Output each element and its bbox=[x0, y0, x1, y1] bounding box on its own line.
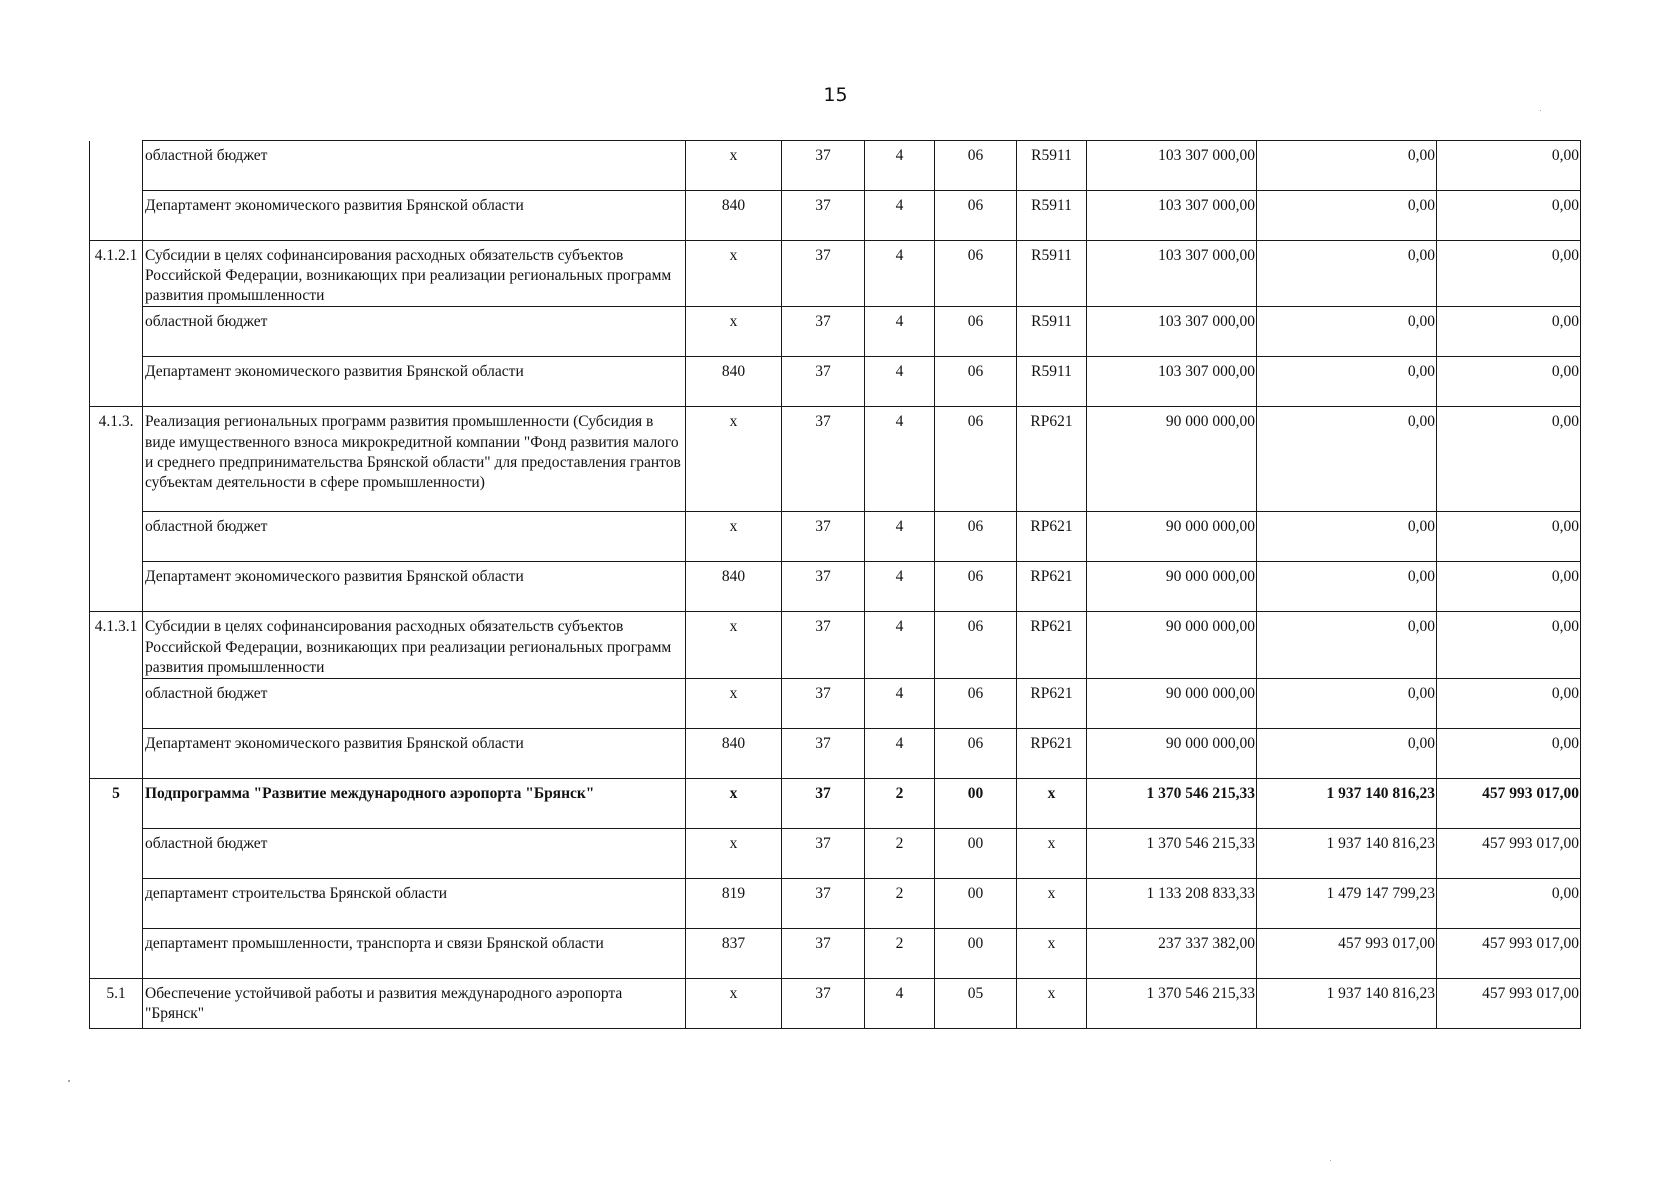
row-expense-direction: х bbox=[1017, 978, 1087, 1028]
row-number bbox=[90, 928, 143, 978]
row-subprogram-code: 4 bbox=[865, 978, 935, 1028]
row-amount-year-1: 103 307 000,00 bbox=[1087, 141, 1257, 191]
row-amount-year-2: 0,00 bbox=[1257, 512, 1437, 562]
row-amount-year-3: 0,00 bbox=[1437, 357, 1581, 407]
row-name: Департамент экономического развития Брянской области bbox=[143, 191, 686, 241]
row-subprogram-code: 4 bbox=[865, 191, 935, 241]
row-grbs: 840 bbox=[686, 357, 782, 407]
row-amount-year-2: 1 479 147 799,23 bbox=[1257, 878, 1437, 928]
row-program-code: 37 bbox=[782, 928, 865, 978]
row-amount-year-3: 457 993 017,00 bbox=[1437, 778, 1581, 828]
table-row bbox=[90, 241, 1581, 307]
table-row bbox=[90, 307, 1581, 357]
row-number: 5 bbox=[90, 778, 143, 828]
table-row bbox=[90, 407, 1581, 512]
row-main-event-code: 06 bbox=[935, 307, 1017, 357]
row-number bbox=[90, 512, 143, 562]
row-subprogram-code: 2 bbox=[865, 928, 935, 978]
row-grbs: х bbox=[686, 612, 782, 678]
row-expense-direction: RP621 bbox=[1017, 728, 1087, 778]
row-amount-year-3: 0,00 bbox=[1437, 191, 1581, 241]
table-row bbox=[90, 141, 1581, 191]
table-row bbox=[90, 612, 1581, 678]
row-subprogram-code: 4 bbox=[865, 612, 935, 678]
row-amount-year-1: 103 307 000,00 bbox=[1087, 357, 1257, 407]
row-name: департамент промышленности, транспорта и связи Брянской области bbox=[143, 928, 686, 978]
scan-speck bbox=[1330, 1160, 1331, 1161]
row-grbs: х bbox=[686, 307, 782, 357]
row-amount-year-3: 0,00 bbox=[1437, 512, 1581, 562]
row-name: областной бюджет bbox=[143, 828, 686, 878]
table-row bbox=[90, 512, 1581, 562]
row-expense-direction: R5911 bbox=[1017, 141, 1087, 191]
row-main-event-code: 00 bbox=[935, 878, 1017, 928]
row-number: 4.1.3. bbox=[90, 407, 143, 512]
row-main-event-code: 00 bbox=[935, 778, 1017, 828]
row-amount-year-3: 457 993 017,00 bbox=[1437, 928, 1581, 978]
row-amount-year-1: 1 370 546 215,33 bbox=[1087, 778, 1257, 828]
row-expense-direction: RP621 bbox=[1017, 612, 1087, 678]
table-row bbox=[90, 878, 1581, 928]
row-amount-year-2: 457 993 017,00 bbox=[1257, 928, 1437, 978]
row-name: Подпрограмма "Развитие международного аэропорта "Брянск" bbox=[143, 778, 686, 828]
row-amount-year-1: 90 000 000,00 bbox=[1087, 512, 1257, 562]
row-amount-year-1: 90 000 000,00 bbox=[1087, 407, 1257, 512]
row-amount-year-1: 103 307 000,00 bbox=[1087, 191, 1257, 241]
row-grbs: х bbox=[686, 407, 782, 512]
row-program-code: 37 bbox=[782, 562, 865, 612]
row-grbs: х bbox=[686, 241, 782, 307]
row-amount-year-1: 90 000 000,00 bbox=[1087, 612, 1257, 678]
row-amount-year-2: 1 937 140 816,23 bbox=[1257, 828, 1437, 878]
row-grbs: х bbox=[686, 978, 782, 1028]
row-amount-year-1: 1 370 546 215,33 bbox=[1087, 828, 1257, 878]
row-program-code: 37 bbox=[782, 407, 865, 512]
row-program-code: 37 bbox=[782, 678, 865, 728]
row-subprogram-code: 4 bbox=[865, 241, 935, 307]
row-amount-year-2: 0,00 bbox=[1257, 241, 1437, 307]
row-main-event-code: 06 bbox=[935, 612, 1017, 678]
row-program-code: 37 bbox=[782, 728, 865, 778]
row-name: Департамент экономического развития Брянской области bbox=[143, 562, 686, 612]
row-name: департамент строительства Брянской области bbox=[143, 878, 686, 928]
row-number bbox=[90, 307, 143, 357]
budget-table-body bbox=[90, 141, 1581, 1029]
row-number bbox=[90, 141, 143, 191]
row-amount-year-3: 0,00 bbox=[1437, 612, 1581, 678]
row-name: областной бюджет bbox=[143, 307, 686, 357]
row-main-event-code: 06 bbox=[935, 241, 1017, 307]
row-amount-year-1: 1 370 546 215,33 bbox=[1087, 978, 1257, 1028]
row-name: областной бюджет bbox=[143, 678, 686, 728]
row-grbs: 840 bbox=[686, 728, 782, 778]
page-number: 15 bbox=[823, 84, 848, 106]
row-amount-year-3: 0,00 bbox=[1437, 562, 1581, 612]
row-amount-year-1: 237 337 382,00 bbox=[1087, 928, 1257, 978]
table-row bbox=[90, 678, 1581, 728]
row-amount-year-2: 1 937 140 816,23 bbox=[1257, 778, 1437, 828]
row-number: 5.1 bbox=[90, 978, 143, 1028]
row-amount-year-2: 0,00 bbox=[1257, 407, 1437, 512]
row-subprogram-code: 2 bbox=[865, 828, 935, 878]
row-grbs: х bbox=[686, 828, 782, 878]
row-subprogram-code: 2 bbox=[865, 778, 935, 828]
row-subprogram-code: 4 bbox=[865, 728, 935, 778]
row-main-event-code: 06 bbox=[935, 512, 1017, 562]
row-amount-year-2: 0,00 bbox=[1257, 141, 1437, 191]
row-amount-year-3: 0,00 bbox=[1437, 407, 1581, 512]
row-amount-year-1: 103 307 000,00 bbox=[1087, 241, 1257, 307]
table-row bbox=[90, 978, 1581, 1028]
row-amount-year-3: 457 993 017,00 bbox=[1437, 828, 1581, 878]
row-amount-year-2: 0,00 bbox=[1257, 728, 1437, 778]
row-amount-year-2: 0,00 bbox=[1257, 357, 1437, 407]
row-grbs: х bbox=[686, 678, 782, 728]
row-program-code: 37 bbox=[782, 191, 865, 241]
row-number: 4.1.2.1 bbox=[90, 241, 143, 307]
table-row bbox=[90, 191, 1581, 241]
row-number bbox=[90, 357, 143, 407]
row-expense-direction: х bbox=[1017, 828, 1087, 878]
row-expense-direction: RP621 bbox=[1017, 562, 1087, 612]
row-amount-year-3: 0,00 bbox=[1437, 141, 1581, 191]
row-amount-year-1: 90 000 000,00 bbox=[1087, 728, 1257, 778]
row-name: областной бюджет bbox=[143, 141, 686, 191]
row-amount-year-3: 0,00 bbox=[1437, 728, 1581, 778]
row-expense-direction: R5911 bbox=[1017, 307, 1087, 357]
row-program-code: 37 bbox=[782, 241, 865, 307]
row-grbs: х bbox=[686, 778, 782, 828]
row-number bbox=[90, 828, 143, 878]
row-name: Департамент экономического развития Брянской области bbox=[143, 357, 686, 407]
row-grbs: х bbox=[686, 141, 782, 191]
row-name: Субсидии в целях софинансирования расходных обязательств субъектов Российской Федерации, возникающих при реализации региональных программ развития промышленности bbox=[143, 241, 686, 307]
row-program-code: 37 bbox=[782, 357, 865, 407]
row-amount-year-3: 0,00 bbox=[1437, 878, 1581, 928]
row-name: Обеспечение устойчивой работы и развития международного аэропорта "Брянск" bbox=[143, 978, 686, 1028]
row-main-event-code: 06 bbox=[935, 678, 1017, 728]
row-expense-direction: R5911 bbox=[1017, 241, 1087, 307]
table-row bbox=[90, 562, 1581, 612]
table-row bbox=[90, 828, 1581, 878]
row-main-event-code: 05 bbox=[935, 978, 1017, 1028]
row-amount-year-2: 1 937 140 816,23 bbox=[1257, 978, 1437, 1028]
row-amount-year-1: 90 000 000,00 bbox=[1087, 562, 1257, 612]
row-main-event-code: 00 bbox=[935, 928, 1017, 978]
row-number bbox=[90, 728, 143, 778]
table-row bbox=[90, 928, 1581, 978]
row-program-code: 37 bbox=[782, 512, 865, 562]
row-subprogram-code: 4 bbox=[865, 512, 935, 562]
row-name: Реализация региональных программ развития промышленности (Субсидия в виде имущественного взноса микрокредитной компании "Фонд развития малого и среднего предпринимательства Брянской области" для предоставления грантов субъектам деятельности в сфере промышленности) bbox=[143, 407, 686, 512]
row-expense-direction: RP621 bbox=[1017, 678, 1087, 728]
row-subprogram-code: 4 bbox=[865, 141, 935, 191]
row-subprogram-code: 4 bbox=[865, 407, 935, 512]
row-amount-year-2: 0,00 bbox=[1257, 191, 1437, 241]
row-number: 4.1.3.1 bbox=[90, 612, 143, 678]
row-subprogram-code: 2 bbox=[865, 878, 935, 928]
budget-table bbox=[89, 140, 1581, 1029]
row-amount-year-3: 457 993 017,00 bbox=[1437, 978, 1581, 1028]
row-amount-year-2: 0,00 bbox=[1257, 678, 1437, 728]
row-name: Департамент экономического развития Брянской области bbox=[143, 728, 686, 778]
row-expense-direction: R5911 bbox=[1017, 357, 1087, 407]
row-expense-direction: х bbox=[1017, 928, 1087, 978]
row-program-code: 37 bbox=[782, 612, 865, 678]
row-amount-year-1: 90 000 000,00 bbox=[1087, 678, 1257, 728]
row-program-code: 37 bbox=[782, 778, 865, 828]
row-subprogram-code: 4 bbox=[865, 562, 935, 612]
row-main-event-code: 06 bbox=[935, 141, 1017, 191]
row-subprogram-code: 4 bbox=[865, 307, 935, 357]
row-program-code: 37 bbox=[782, 828, 865, 878]
row-main-event-code: 06 bbox=[935, 407, 1017, 512]
row-main-event-code: 06 bbox=[935, 357, 1017, 407]
row-name: областной бюджет bbox=[143, 512, 686, 562]
row-program-code: 37 bbox=[782, 141, 865, 191]
row-expense-direction: RP621 bbox=[1017, 512, 1087, 562]
row-expense-direction: х bbox=[1017, 878, 1087, 928]
table-row bbox=[90, 728, 1581, 778]
row-subprogram-code: 4 bbox=[865, 678, 935, 728]
row-amount-year-2: 0,00 bbox=[1257, 612, 1437, 678]
row-main-event-code: 00 bbox=[935, 828, 1017, 878]
row-main-event-code: 06 bbox=[935, 191, 1017, 241]
row-program-code: 37 bbox=[782, 307, 865, 357]
row-amount-year-3: 0,00 bbox=[1437, 241, 1581, 307]
row-grbs: х bbox=[686, 512, 782, 562]
row-expense-direction: R5911 bbox=[1017, 191, 1087, 241]
row-program-code: 37 bbox=[782, 878, 865, 928]
row-subprogram-code: 4 bbox=[865, 357, 935, 407]
row-grbs: 840 bbox=[686, 191, 782, 241]
row-grbs: 819 bbox=[686, 878, 782, 928]
scan-speck bbox=[1540, 110, 1541, 111]
row-main-event-code: 06 bbox=[935, 562, 1017, 612]
row-expense-direction: х bbox=[1017, 778, 1087, 828]
row-expense-direction: RP621 bbox=[1017, 407, 1087, 512]
row-amount-year-3: 0,00 bbox=[1437, 678, 1581, 728]
row-number bbox=[90, 678, 143, 728]
row-amount-year-1: 103 307 000,00 bbox=[1087, 307, 1257, 357]
row-number bbox=[90, 191, 143, 241]
scan-speck bbox=[68, 1080, 70, 1082]
row-grbs: 837 bbox=[686, 928, 782, 978]
row-amount-year-1: 1 133 208 833,33 bbox=[1087, 878, 1257, 928]
row-main-event-code: 06 bbox=[935, 728, 1017, 778]
table-row bbox=[90, 778, 1581, 828]
row-amount-year-3: 0,00 bbox=[1437, 307, 1581, 357]
row-grbs: 840 bbox=[686, 562, 782, 612]
row-number bbox=[90, 562, 143, 612]
table-row bbox=[90, 357, 1581, 407]
row-name: Субсидии в целях софинансирования расходных обязательств субъектов Российской Федерации, возникающих при реализации региональных программ развития промышленности bbox=[143, 612, 686, 678]
row-number bbox=[90, 878, 143, 928]
row-program-code: 37 bbox=[782, 978, 865, 1028]
row-amount-year-2: 0,00 bbox=[1257, 562, 1437, 612]
row-amount-year-2: 0,00 bbox=[1257, 307, 1437, 357]
